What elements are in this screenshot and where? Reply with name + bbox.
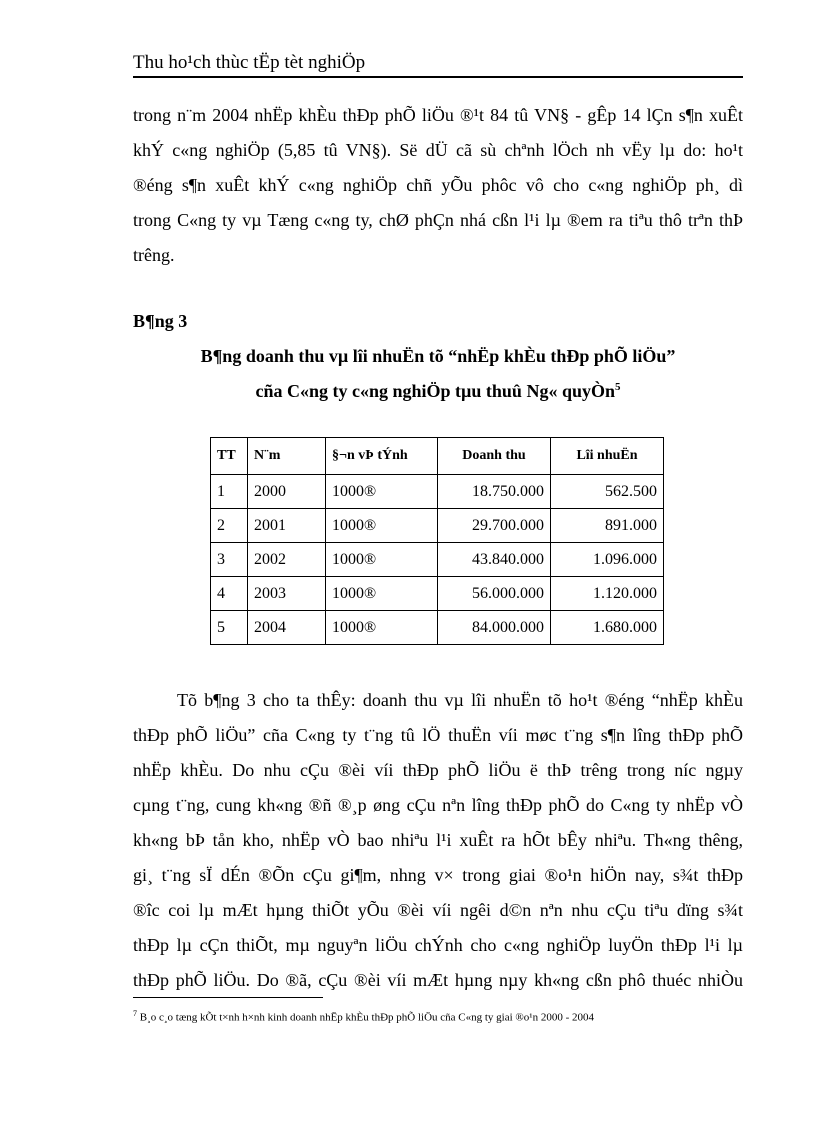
footnote-separator [133,997,323,998]
text-line: thÐp lµ cÇn thiÕt, mµ nguyªn liÖu chÝnh cho c«ng nghiÖp luyÖn thÐp l¹i lµ [133,935,743,955]
cell-year: 2004 [248,611,326,645]
cell-tt: 3 [211,543,248,577]
table-header-row [211,438,664,475]
cell-unit: 1000® [326,577,438,611]
text-line: khÝ c«ng nghiÖp (5,85 tû VN§). Së dÜ cã sù chªnh lÖch nh vËy lµ do: ho¹t [133,140,743,160]
cell-profit: 891.000 [551,509,664,543]
text-line: kh«ng bÞ tån kho, nhËp vÒ bao nhiªu l¹i xuÊt ra hÕt bÊy nhiªu. Th«ng thêng, [133,830,743,850]
footnote-mark: 7 [133,1009,137,1018]
cell-unit: 1000® [326,611,438,645]
table-title-text: cña C«ng ty c«ng nghiÖp tµu thuû Ng« quyÒn [255,381,615,401]
text-line: nhËp khÈu. Do nhu cÇu ®èi víi thÐp phÕ liÖu ë thÞ trêng trong níc ngµy [133,760,743,780]
table-title-line2 [133,377,743,405]
cell-year: 2000 [248,475,326,509]
text-line: trong n¨m 2004 nhËp khÈu thÐp phÕ liÖu ®¹t 84 tû VN§ - gÊp 14 lÇn s¶n xuÊt [133,105,743,125]
header-unit: §¬n vÞ tÝnh [326,438,438,475]
cell-year: 2003 [248,577,326,611]
header-year: N¨m [248,438,326,475]
cell-unit: 1000® [326,543,438,577]
cell-unit: 1000® [326,509,438,543]
cell-revenue: 43.840.000 [438,543,551,577]
cell-revenue: 18.750.000 [438,475,551,509]
cell-revenue: 84.000.000 [438,611,551,645]
table-row [211,611,664,645]
cell-profit: 1.120.000 [551,577,664,611]
cell-tt: 4 [211,577,248,611]
header-rule [133,76,743,78]
cell-revenue: 56.000.000 [438,577,551,611]
footnote [133,1007,594,1025]
footnote-ref: 5 [614,381,621,393]
page-header: Thu ho¹ch thùc tËp tèt nghiÖp [133,52,366,73]
table-row [211,509,664,543]
text-line: gi¸ t¨ng sÏ dÉn ®Õn cÇu gi¶m, nhng v× trong giai ®o¹n hiÖn nay, s¾t thÐp [133,865,743,885]
cell-profit: 562.500 [551,475,664,509]
paragraph-analysis [133,683,743,998]
cell-tt: 1 [211,475,248,509]
header-tt: TT [211,438,248,475]
paragraph-intro [133,98,743,273]
footnote-text: B¸o c¸o tæng kÕt t×nh h×nh kinh doanh nhËp khÈu thÐp phÕ liÖu cña C«ng ty giai ®o¹n 2000 - 2004 [139,1011,594,1024]
header-profit: Lîi nhuËn [551,438,664,475]
text-line: ®îc coi lµ mÆt hµng thiÕt yÕu ®èi víi ngêi d©n nªn nhu cÇu tiªu dïng s¾t [133,900,743,920]
text-line: cµng t¨ng, cung kh«ng ®ñ ®¸p øng cÇu nªn lîng thÐp phÕ do C«ng ty nhËp vÒ [133,795,743,815]
header-revenue: Doanh thu [438,438,551,475]
cell-year: 2001 [248,509,326,543]
cell-tt: 2 [211,509,248,543]
text-line: thÐp phÕ liÖu. Do ®ã, cÇu ®èi víi mÆt hµng nµy kh«ng cßn phô thuéc nhiÒu [133,970,743,990]
text-line: thÐp phÕ liÖu” cña C«ng ty t¨ng tû lÖ thuËn víi møc t¨ng s¶n lîng thÐp phÕ [133,725,743,745]
table-row [211,475,664,509]
cell-tt: 5 [211,611,248,645]
text-line: Tõ b¶ng 3 cho ta thÊy: doanh thu vµ lîi nhuËn tõ ho¹t ®éng “nhËp khÈu [177,690,743,710]
cell-profit: 1.096.000 [551,543,664,577]
cell-revenue: 29.700.000 [438,509,551,543]
text-line: trêng. [133,245,175,265]
table-label: B¶ng 3 [133,311,188,331]
cell-unit: 1000® [326,475,438,509]
text-line: trong C«ng ty vµ Tæng c«ng ty, chØ phÇn nhá cßn l¹i lµ ®em ra tiªu thô trªn thÞ [133,210,743,230]
text-line: ®éng s¶n xuÊt khÝ c«ng nghiÖp chñ yÕu phôc vô cho c«ng nghiÖp ph¸ dì [133,175,743,195]
cell-profit: 1.680.000 [551,611,664,645]
table-row [211,543,664,577]
revenue-profit-table [210,437,664,645]
cell-year: 2002 [248,543,326,577]
table-title-line1: B¶ng doanh thu vµ lîi nhuËn tõ “nhËp khÈu thÐp phÕ liÖu” [200,346,676,366]
table-row [211,577,664,611]
